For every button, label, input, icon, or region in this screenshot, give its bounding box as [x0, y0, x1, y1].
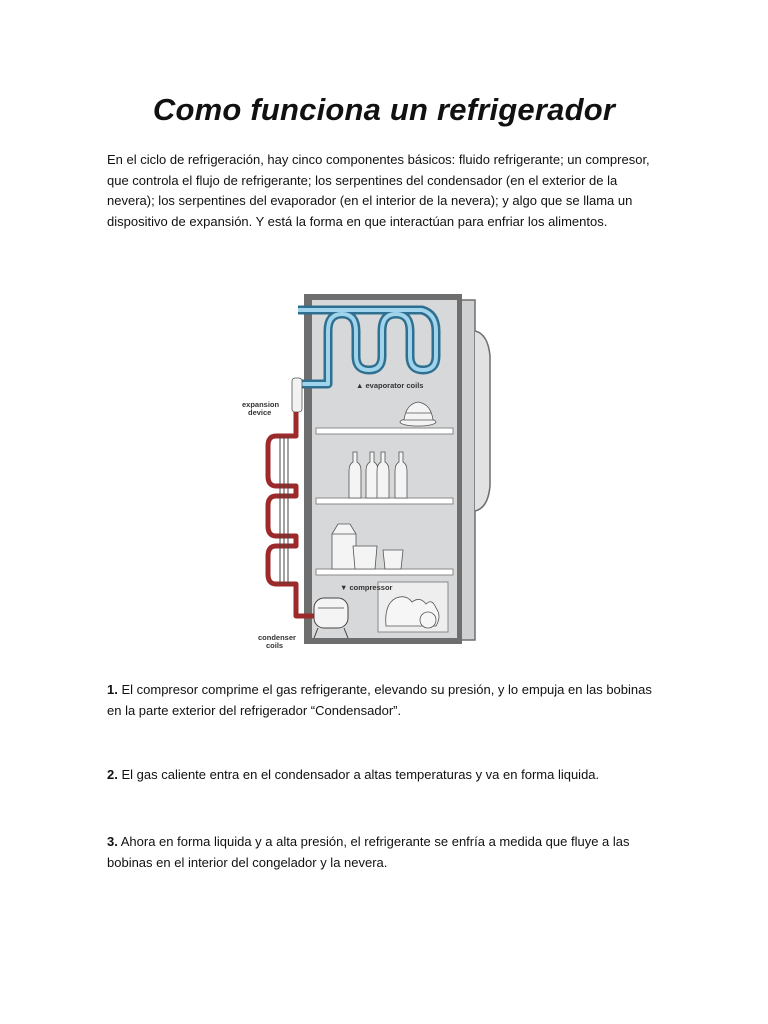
step-3 — [107, 832, 667, 873]
intro-paragraph: En el ciclo de refrigeración, hay cinco componentes básicos: fluido refrigerante; un compresor, que controla el flujo de refrigerante; los serpentines del condensador (en el exterior de la nevera); los serpentines del evaporador (en el interior de la nevera); y algo que se llama un dispositivo de expansión. Y está la forma en que interactúan para enfriar los alimentos. — [107, 152, 650, 229]
page-title: Como funciona un refrigerador — [152, 92, 616, 127]
condenser-coils-label-line2: coils — [266, 641, 284, 650]
milk-carton-icon — [332, 524, 356, 569]
condenser-coils-label-line1: condenser — [258, 633, 296, 642]
step-3-text: Ahora en forma liquida y a alta presión, el refrigerante se enfría a medida que fluye a las bobinas en el interior del congelador y la nevera. — [107, 834, 630, 870]
expansion-device-icon — [292, 378, 302, 412]
step-1-number: 1. — [107, 682, 118, 697]
step-1-text: El compresor comprime el gas refrigerante, elevando su presión, y lo empuja en las bobinas en la parte exterior del refrigerador “Condensador”. — [107, 682, 652, 718]
step-1 — [107, 680, 667, 721]
refrigerator-diagram — [236, 286, 496, 650]
step-2-number: 2. — [107, 767, 118, 782]
step-2 — [107, 765, 667, 786]
fridge-door — [461, 300, 490, 640]
expansion-device-label-line1: expansion — [242, 400, 280, 409]
evaporator-coils-label: ▲ evaporator coils — [356, 381, 424, 390]
step-3-number: 3. — [107, 834, 118, 849]
compressor-label: ▼ compressor — [340, 583, 393, 592]
step-2-text: El gas caliente entra en el condensador a altas temperaturas y va en forma liquida. — [121, 767, 600, 782]
expansion-device-label-line2: device — [248, 408, 272, 417]
